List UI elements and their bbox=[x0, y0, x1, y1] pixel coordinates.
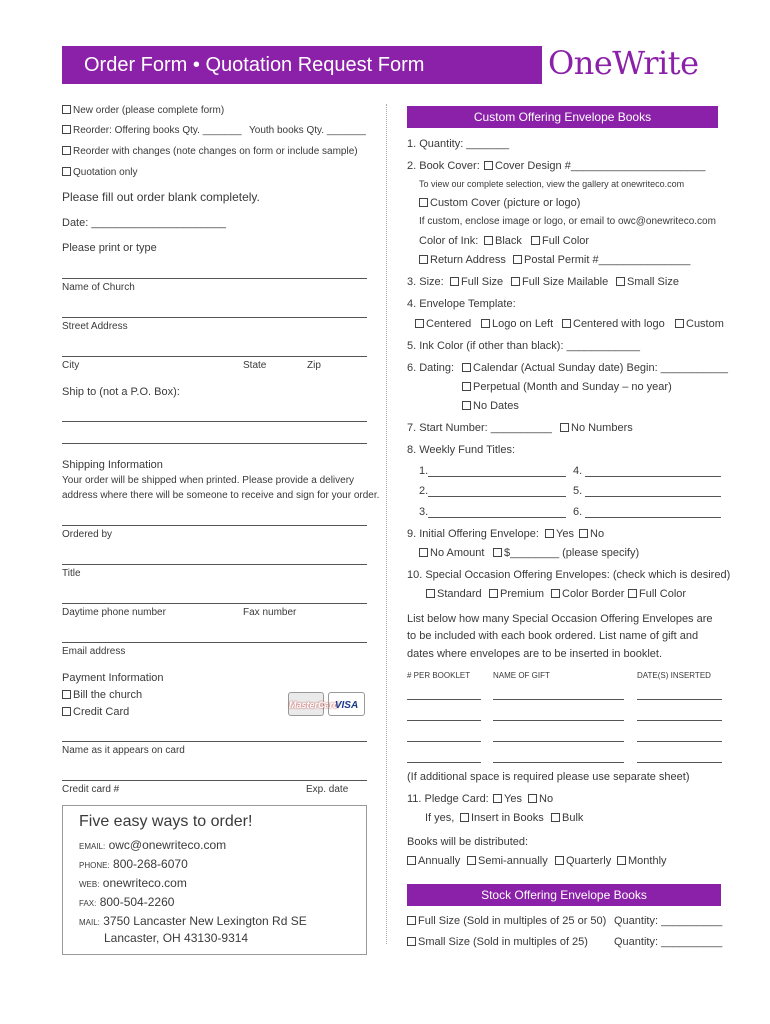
credit-card-option[interactable]: Credit Card bbox=[62, 706, 129, 718]
reorder-changes-checkbox[interactable] bbox=[62, 146, 71, 155]
dist-semi-annually-checkbox[interactable] bbox=[467, 856, 476, 865]
list-instruction-3: dates where envelopes are to be inserted in booklet. bbox=[407, 648, 662, 660]
template-centered-logo-checkbox[interactable] bbox=[562, 319, 571, 328]
special-premium-checkbox[interactable] bbox=[489, 589, 498, 598]
gallery-note: To view our complete selection, view the gallery at onewriteco.com bbox=[419, 179, 685, 189]
date-field[interactable]: Date: ______________________ bbox=[62, 217, 226, 229]
email-line[interactable] bbox=[62, 642, 367, 643]
special-color-border-checkbox[interactable] bbox=[551, 589, 560, 598]
return-address-checkbox[interactable] bbox=[419, 255, 428, 264]
ways-to-order-box bbox=[62, 805, 367, 955]
credit-card-number-label: Credit card # bbox=[62, 784, 120, 795]
dating-perpetual-checkbox[interactable] bbox=[462, 382, 471, 391]
custom-cover-note: If custom, enclose image or logo, or email to owc@onewriteco.com bbox=[419, 216, 716, 227]
special-premium-option[interactable]: Premium bbox=[489, 588, 544, 600]
amount-option[interactable]: $________ (please specify) bbox=[493, 547, 639, 559]
postal-permit-checkbox[interactable] bbox=[513, 255, 522, 264]
pledge-card-label: 11. Pledge Card: bbox=[407, 793, 489, 805]
dating-calendar-option[interactable]: Calendar (Actual Sunday date) Begin: ___________ bbox=[462, 362, 728, 374]
template-custom-checkbox[interactable] bbox=[675, 319, 684, 328]
col-dates-inserted: DATE(S) INSERTED bbox=[637, 671, 711, 680]
no-amount-checkbox[interactable] bbox=[419, 548, 428, 557]
dating-none-checkbox[interactable] bbox=[462, 401, 471, 410]
dist-annually-option[interactable]: Annually bbox=[407, 855, 460, 867]
fund-title-5-line[interactable] bbox=[585, 496, 721, 497]
pledge-no-checkbox[interactable] bbox=[528, 794, 537, 803]
street-address-label: Street Address bbox=[62, 321, 128, 332]
distribution-label: Books will be distributed: bbox=[407, 836, 529, 848]
fund-title-3-line[interactable] bbox=[428, 517, 566, 518]
additional-space-note: (If additional space is required please use separate sheet) bbox=[407, 771, 690, 783]
cover-design-option[interactable]: Cover Design #______________________ bbox=[484, 160, 705, 172]
exp-date-label: Exp. date bbox=[306, 784, 349, 795]
custom-books-header: Custom Offering Envelope Books bbox=[407, 106, 718, 128]
reorder-checkbox[interactable] bbox=[62, 125, 71, 134]
cover-design-checkbox[interactable] bbox=[484, 161, 493, 170]
reorder-option[interactable]: Reorder: Offering books Qty. _______ bbox=[62, 125, 242, 136]
order-mail-line-2: Lancaster, OH 43130-9314 bbox=[104, 931, 249, 945]
dist-monthly-option[interactable]: Monthly bbox=[617, 855, 667, 867]
new-order-option[interactable]: New order (please complete form) bbox=[62, 105, 224, 116]
gift-row-4-name[interactable] bbox=[493, 762, 624, 763]
return-address-option[interactable]: Return Address bbox=[419, 254, 506, 266]
fund-title-2-line[interactable] bbox=[428, 496, 566, 497]
stock-full-size-checkbox[interactable] bbox=[407, 916, 416, 925]
size-full-mailable-option[interactable]: Full Size Mailable bbox=[511, 276, 608, 288]
ordered-by-line[interactable] bbox=[62, 525, 367, 526]
initial-no-checkbox[interactable] bbox=[579, 529, 588, 538]
form-title: Order Form • Quotation Request Form bbox=[84, 54, 425, 76]
col-per-booklet: # PER BOOKLET bbox=[407, 671, 471, 680]
email-address-label: Email address bbox=[62, 646, 126, 657]
dating-calendar-checkbox[interactable] bbox=[462, 363, 471, 372]
size-small-option[interactable]: Small Size bbox=[616, 276, 679, 288]
ship-to-label: Ship to (not a P.O. Box): bbox=[62, 386, 180, 398]
ways-to-order-title: Five easy ways to order! bbox=[79, 813, 253, 830]
fund-title-5-label: 5. bbox=[573, 485, 583, 497]
fund-title-2-label: 2. bbox=[419, 485, 429, 497]
stock-full-quantity[interactable]: Quantity: __________ bbox=[614, 915, 723, 927]
ink-full-color-option[interactable]: Full Color bbox=[531, 235, 589, 247]
dist-monthly-checkbox[interactable] bbox=[617, 856, 626, 865]
pledge-yes-checkbox[interactable] bbox=[493, 794, 502, 803]
start-number-field[interactable]: 7. Start Number: __________ bbox=[407, 422, 552, 434]
dating-perpetual-option[interactable]: Perpetual (Month and Sunday – no year) bbox=[462, 381, 672, 393]
mastercard-logo: MasterCard bbox=[288, 692, 324, 716]
fund-titles-label: 8. Weekly Fund Titles: bbox=[407, 444, 516, 456]
fund-title-6-label: 6. bbox=[573, 506, 583, 518]
church-name-label: Name of Church bbox=[62, 282, 135, 293]
credit-card-number-line[interactable] bbox=[62, 780, 367, 781]
insert-in-books-option[interactable]: Insert in Books bbox=[460, 812, 544, 824]
ship-to-line-1[interactable] bbox=[62, 421, 367, 422]
size-label: 3. Size: bbox=[407, 276, 444, 288]
initial-yes-checkbox[interactable] bbox=[545, 529, 554, 538]
list-instruction-1: List below how many Special Occasion Offering Envelopes are bbox=[407, 613, 713, 625]
title-label: Title bbox=[62, 568, 81, 579]
new-order-checkbox[interactable] bbox=[62, 105, 71, 114]
print-or-type-label: Please print or type bbox=[62, 242, 157, 254]
dist-semi-annually-option[interactable]: Semi-annually bbox=[467, 855, 548, 867]
shipping-info-text-2: address where there will be someone to receive and sign for your order. bbox=[62, 490, 380, 501]
ink-full-color-checkbox[interactable] bbox=[531, 236, 540, 245]
custom-cover-option[interactable]: Custom Cover (picture or logo) bbox=[419, 197, 580, 209]
postal-permit-option[interactable]: Postal Permit #_______________ bbox=[513, 254, 690, 266]
zip-label: Zip bbox=[307, 360, 321, 371]
gift-row-3-dates[interactable] bbox=[637, 741, 722, 742]
credit-card-checkbox[interactable] bbox=[62, 707, 71, 716]
custom-cover-checkbox[interactable] bbox=[419, 198, 428, 207]
no-numbers-checkbox[interactable] bbox=[560, 423, 569, 432]
payment-info-title: Payment Information bbox=[62, 672, 164, 684]
special-standard-checkbox[interactable] bbox=[426, 589, 435, 598]
template-custom-option[interactable]: Custom bbox=[675, 318, 724, 330]
gift-row-2-name[interactable] bbox=[493, 720, 624, 721]
ink-color-field[interactable]: 5. Ink Color (if other than black): ____________ bbox=[407, 340, 640, 352]
bulk-checkbox[interactable] bbox=[551, 813, 560, 822]
amount-checkbox[interactable] bbox=[493, 548, 502, 557]
ship-to-line-2[interactable] bbox=[62, 443, 367, 444]
daytime-phone-label: Daytime phone number bbox=[62, 607, 166, 618]
size-small-checkbox[interactable] bbox=[616, 277, 625, 286]
size-full-checkbox[interactable] bbox=[450, 277, 459, 286]
name-on-card-label: Name as it appears on card bbox=[62, 745, 185, 756]
fund-title-6-line[interactable] bbox=[585, 517, 721, 518]
name-on-card-line[interactable] bbox=[62, 741, 367, 742]
special-occasion-label: 10. Special Occasion Offering Envelopes: (check which is desired) bbox=[407, 569, 731, 581]
gift-row-3-count[interactable] bbox=[407, 741, 481, 742]
template-centered-option[interactable]: Centered bbox=[415, 318, 471, 330]
special-full-color-checkbox[interactable] bbox=[628, 589, 637, 598]
phone-line[interactable] bbox=[62, 603, 367, 604]
city-line[interactable] bbox=[62, 356, 367, 357]
stock-small-quantity[interactable]: Quantity: __________ bbox=[614, 936, 723, 948]
form-title-bar bbox=[62, 46, 542, 84]
size-full-mailable-checkbox[interactable] bbox=[511, 277, 520, 286]
fund-title-1-line[interactable] bbox=[428, 476, 566, 477]
city-label: City bbox=[62, 360, 80, 371]
template-centered-checkbox[interactable] bbox=[415, 319, 424, 328]
shipping-info-title: Shipping Information bbox=[62, 459, 163, 471]
youth-books-qty[interactable]: Youth books Qty. _______ bbox=[249, 125, 366, 136]
initial-yes-option[interactable]: Yes bbox=[545, 528, 574, 540]
gift-row-4-dates[interactable] bbox=[637, 762, 722, 763]
column-divider bbox=[386, 104, 387, 944]
onewrite-logo: OneWrite bbox=[548, 44, 699, 82]
title-line[interactable] bbox=[62, 564, 367, 565]
fund-title-4-line[interactable] bbox=[585, 476, 721, 477]
special-standard-option[interactable]: Standard bbox=[426, 588, 482, 600]
order-web[interactable]: WEB: onewriteco.com bbox=[79, 876, 187, 890]
ink-black-option[interactable]: Black bbox=[484, 235, 522, 247]
gift-row-1-name[interactable] bbox=[493, 699, 624, 700]
fund-title-3-label: 3. bbox=[419, 506, 429, 518]
order-mail: MAIL: 3750 Lancaster New Lexington Rd SE bbox=[79, 914, 307, 928]
book-cover-label: 2. Book Cover: bbox=[407, 160, 480, 172]
initial-no-option[interactable]: No bbox=[579, 528, 604, 540]
visa-logo: VISA bbox=[328, 692, 365, 716]
envelope-template-label: 4. Envelope Template: bbox=[407, 298, 516, 310]
dist-quarterly-option[interactable]: Quarterly bbox=[555, 855, 611, 867]
stock-small-size-checkbox[interactable] bbox=[407, 937, 416, 946]
pledge-no-option[interactable]: No bbox=[528, 793, 553, 805]
ink-color-label: Color of Ink: bbox=[419, 235, 479, 247]
dating-none-option[interactable]: No Dates bbox=[462, 400, 519, 412]
church-name-line[interactable] bbox=[62, 278, 367, 279]
reorder-changes-option[interactable]: Reorder with changes (note changes on form or include sample) bbox=[62, 146, 358, 157]
gift-row-2-dates[interactable] bbox=[637, 720, 722, 721]
dist-annually-checkbox[interactable] bbox=[407, 856, 416, 865]
ink-black-checkbox[interactable] bbox=[484, 236, 493, 245]
shipping-info-text-1: Your order will be shipped when printed. Please provide a delivery bbox=[62, 475, 355, 486]
if-yes-label: If yes, bbox=[425, 812, 455, 824]
gift-row-2-count[interactable] bbox=[407, 720, 481, 721]
no-amount-option[interactable]: No Amount bbox=[419, 547, 484, 559]
stock-small-size-option[interactable]: Small Size (Sold in multiples of 25) bbox=[407, 936, 588, 948]
special-color-border-option[interactable]: Color Border bbox=[551, 588, 624, 600]
gift-row-4-count[interactable] bbox=[407, 762, 481, 763]
quotation-only-checkbox[interactable] bbox=[62, 167, 71, 176]
fund-title-4-label: 4. bbox=[573, 465, 583, 477]
size-full-option[interactable]: Full Size bbox=[450, 276, 503, 288]
gift-row-1-count[interactable] bbox=[407, 699, 481, 700]
col-name-of-gift: NAME OF GIFT bbox=[493, 671, 550, 680]
ordered-by-label: Ordered by bbox=[62, 529, 113, 540]
template-logo-left-option[interactable]: Logo on Left bbox=[481, 318, 553, 330]
order-phone[interactable]: PHONE: 800-268-6070 bbox=[79, 857, 188, 871]
bulk-option[interactable]: Bulk bbox=[551, 812, 583, 824]
gift-row-1-dates[interactable] bbox=[637, 699, 722, 700]
order-fax: FAX: 800-504-2260 bbox=[79, 895, 175, 909]
special-full-color-option[interactable]: Full Color bbox=[628, 588, 686, 600]
street-address-line[interactable] bbox=[62, 317, 367, 318]
template-centered-logo-option[interactable]: Centered with logo bbox=[562, 318, 665, 330]
template-logo-left-checkbox[interactable] bbox=[481, 319, 490, 328]
fill-out-instruction: Please fill out order blank completely. bbox=[62, 190, 260, 204]
initial-envelope-label: 9. Initial Offering Envelope: bbox=[407, 528, 539, 540]
stock-books-header: Stock Offering Envelope Books bbox=[407, 884, 721, 906]
dist-quarterly-checkbox[interactable] bbox=[555, 856, 564, 865]
fund-title-1-label: 1. bbox=[419, 465, 429, 477]
bill-church-checkbox[interactable] bbox=[62, 690, 71, 699]
pledge-yes-option[interactable]: Yes bbox=[493, 793, 522, 805]
quantity-field[interactable]: 1. Quantity: _______ bbox=[407, 138, 510, 150]
list-instruction-2: to be included with each book ordered. List name of gift and bbox=[407, 630, 699, 642]
quotation-only-option[interactable]: Quotation only bbox=[62, 167, 138, 178]
no-numbers-option[interactable]: No Numbers bbox=[560, 422, 633, 434]
stock-full-size-option[interactable]: Full Size (Sold in multiples of 25 or 50) bbox=[407, 915, 606, 927]
order-email[interactable]: EMAIL: owc@onewriteco.com bbox=[79, 838, 227, 852]
bill-church-option[interactable]: Bill the church bbox=[62, 689, 142, 701]
fax-number-label: Fax number bbox=[243, 607, 297, 618]
dating-label: 6. Dating: bbox=[407, 362, 455, 374]
state-label: State bbox=[243, 360, 267, 371]
gift-row-3-name[interactable] bbox=[493, 741, 624, 742]
insert-in-books-checkbox[interactable] bbox=[460, 813, 469, 822]
